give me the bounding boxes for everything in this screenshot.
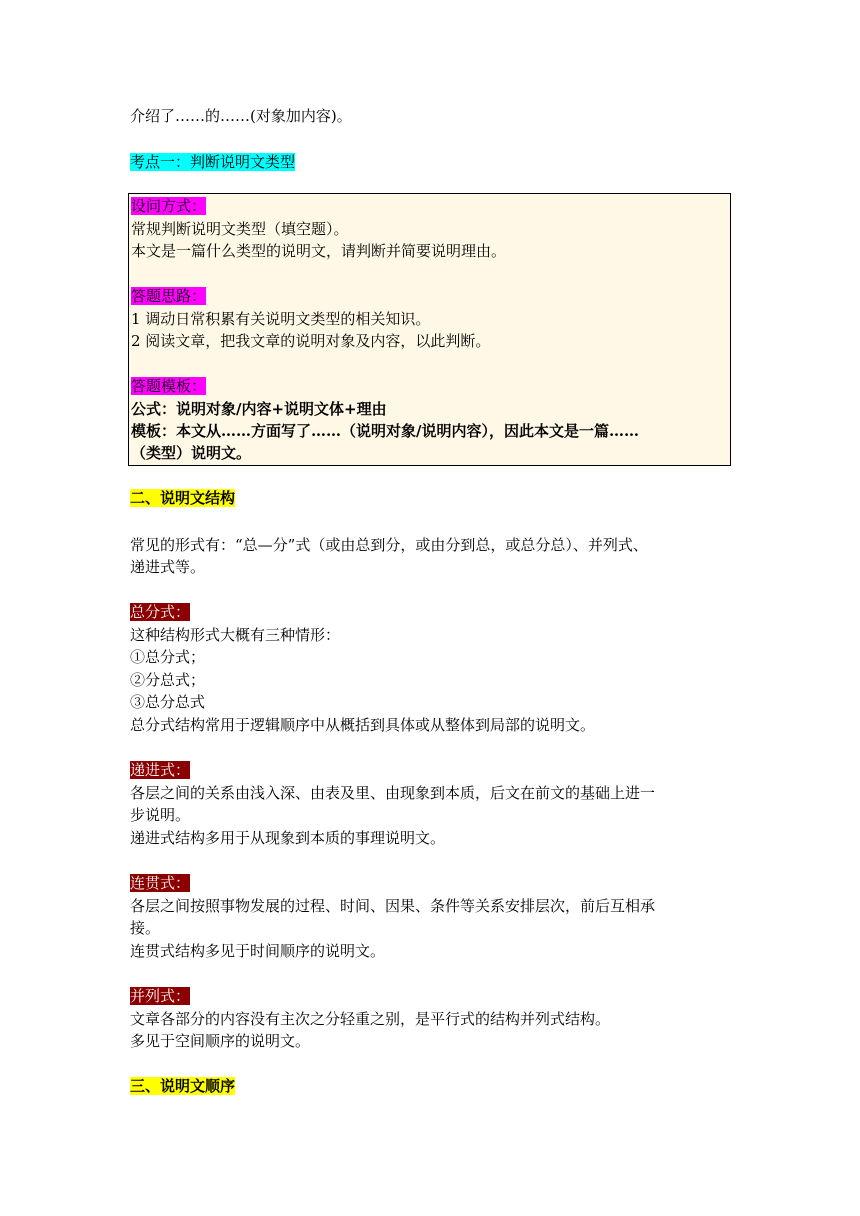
think-label: 答题思路： [131,287,207,305]
liangguan-label-line [130,872,190,894]
template-line: （类型）说明文。 [131,444,252,462]
section1-heading [130,151,295,173]
think-line: 1 调动日常积累有关说明文类型的相关知识。 [131,310,431,328]
liangguan-line: 各层之间按照事物发展的过程、时间、因果、条件等关系安排层次，前后互相承 [130,897,656,915]
template-label: 答题模板： [131,377,207,395]
ask-label-line [131,195,206,217]
think-label-line [131,285,206,307]
dijin-line: 步说明。 [130,806,191,824]
dijin-label-line [130,759,190,781]
answer-template-box [128,193,731,466]
section2-intro-line: 递进式等。 [130,558,206,576]
binglie-label-line [130,985,190,1007]
template-label-line [131,375,206,397]
dijin-label: 递进式： [130,761,191,779]
section1-title: 考点一：判断说明文类型 [130,153,296,171]
zongfen-label-line [130,601,190,623]
zongfen-line: 这种结构形式大概有三种情形： [130,626,341,644]
liangguan-line: 接。 [130,919,161,937]
ask-line: 常规判断说明文类型（填空题）。 [131,220,349,238]
zongfen-line: ③总分总式 [130,693,206,711]
zongfen-label: 总分式： [130,603,191,621]
section3-title: 三、说明文顺序 [130,1077,236,1095]
zongfen-line: ①总分式； [130,648,206,666]
liangguan-label: 连贯式： [130,874,191,892]
binglie-label: 并列式： [130,987,191,1005]
zongfen-line: ②分总式； [130,671,206,689]
intro-line: 介绍了……的……(对象加内容)。 [130,107,352,125]
dijin-line: 递进式结构多用于从现象到本质的事理说明文。 [130,829,446,847]
binglie-line: 文章各部分的内容没有主次之分轻重之别，是平行式的结构并列式结构。 [130,1010,611,1028]
template-line: 公式：说明对象/内容+说明文体+理由 [131,400,387,418]
section2-intro-line: 常见的形式有：“总—分”式（或由总到分，或由分到总，或总分总）、并列式、 [130,536,648,554]
zongfen-line: 总分式结构常用于逻辑顺序中从概括到具体或从整体到局部的说明文。 [130,716,596,734]
ask-line: 本文是一篇什么类型的说明文，请判断并简要说明理由。 [131,242,507,260]
ask-label: 设问方式： [131,197,207,215]
dijin-line: 各层之间的关系由浅入深、由表及里、由现象到本质，后文在前文的基础上进一 [130,784,656,802]
section2-heading [130,487,235,509]
section3-heading [130,1075,235,1097]
binglie-line: 多见于空间顺序的说明文。 [130,1032,311,1050]
think-line: 2 阅读文章，把我文章的说明对象及内容，以此判断。 [131,332,491,350]
template-line: 模板：本文从……方面写了……（说明对象/说明内容），因此本文是一篇…… [131,422,639,440]
liangguan-line: 连贯式结构多见于时间顺序的说明文。 [130,942,386,960]
section2-title: 二、说明文结构 [130,489,236,507]
